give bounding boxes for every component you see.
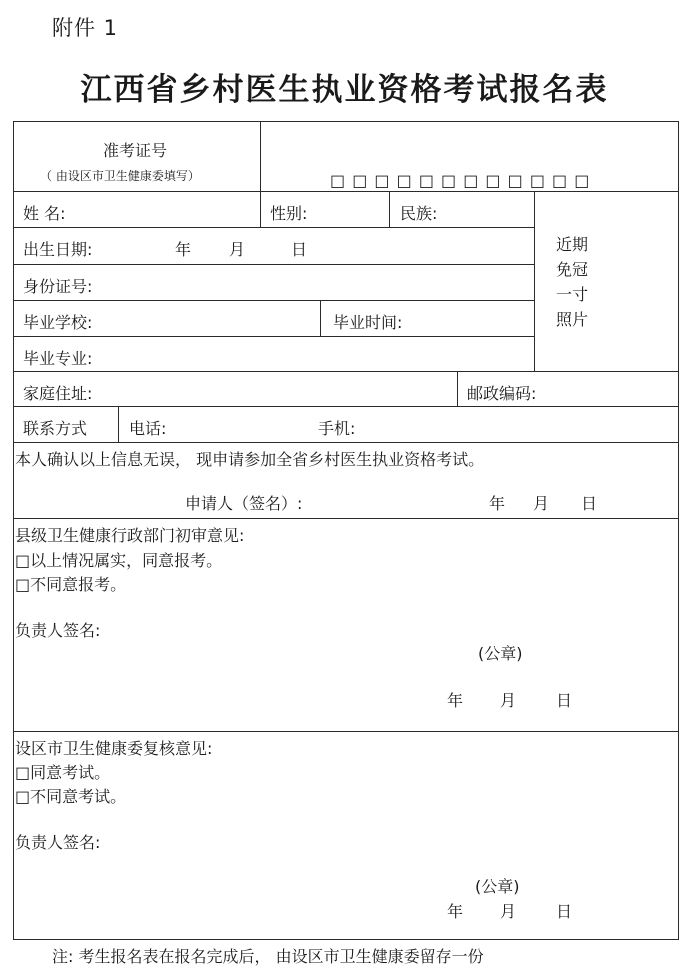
gender-label: 性别: — [270, 204, 308, 223]
divider-exam — [260, 121, 261, 227]
table-border-top — [13, 121, 679, 122]
postcode-label: 邮政编码: — [467, 384, 537, 403]
city-signer-label: 负责人签名: — [15, 833, 101, 852]
divider-contact — [118, 406, 119, 442]
city-seal: (公章) — [475, 877, 520, 896]
county-year: 年 — [447, 691, 464, 710]
divider-postcode — [457, 371, 458, 406]
city-option-reject[interactable]: □不同意考试。 — [15, 787, 127, 806]
rule-row-10 — [13, 731, 679, 732]
city-year: 年 — [447, 902, 464, 921]
table-border-right — [678, 121, 679, 940]
ethnicity-label: 民族: — [400, 204, 438, 223]
rule-row-6 — [13, 371, 679, 372]
table-border-bottom — [13, 939, 679, 940]
county-option-reject[interactable]: □不同意报考。 — [15, 575, 127, 594]
school-label: 毕业学校: — [23, 313, 93, 332]
exam-number-sublabel: （ 由设区市卫生健康委填写） — [40, 169, 200, 183]
grad-time-label: 毕业时间: — [333, 313, 403, 332]
city-review-heading: 设区市卫生健康委复核意见: — [15, 739, 213, 758]
city-day: 日 — [556, 902, 573, 921]
city-month: 月 — [500, 902, 517, 921]
rule-row-2 — [13, 227, 535, 228]
contact-label: 联系方式 — [23, 419, 88, 438]
county-day: 日 — [556, 691, 573, 710]
major-label: 毕业专业: — [23, 349, 93, 368]
county-review-heading: 县级卫生健康行政部门初审意见: — [15, 526, 245, 545]
divider-grad-time — [320, 300, 321, 336]
birth-date-label: 出生日期: — [23, 240, 93, 259]
declaration-month: 月 — [533, 494, 550, 513]
county-month: 月 — [500, 691, 517, 710]
name-label: 姓 名: — [23, 204, 66, 223]
county-signer-label: 负责人签名: — [15, 621, 101, 640]
address-label: 家庭住址: — [23, 384, 93, 403]
exam-number-boxes[interactable]: □ □ □ □ □ □ □ □ □ □ □ □ — [330, 171, 591, 190]
phone-label: 电话: — [129, 419, 167, 438]
id-number-label: 身份证号: — [23, 277, 93, 296]
footnote: 注: 考生报名表在报名完成后， 由设区市卫生健康委留存一份 — [52, 947, 484, 966]
attachment-label: 附件 1 — [52, 16, 119, 40]
county-seal: (公章) — [478, 644, 523, 663]
rule-row-7 — [13, 406, 679, 407]
declaration-year: 年 — [489, 494, 506, 513]
rule-row-3 — [13, 264, 535, 265]
birth-month-label: 月 — [229, 240, 246, 259]
divider-photo — [534, 191, 535, 371]
divider-ethnicity — [389, 191, 390, 227]
county-option-approve[interactable]: □以上情况属实，同意报考。 — [15, 551, 223, 570]
rule-row-8 — [13, 442, 679, 443]
rule-row-5 — [13, 336, 535, 337]
rule-row-4 — [13, 300, 535, 301]
photo-placeholder: 近期 免冠 一寸 照片 — [556, 235, 589, 329]
table-border-left — [13, 121, 14, 940]
birth-year-label: 年 — [175, 240, 192, 259]
exam-number-label: 准考证号 — [103, 141, 168, 160]
birth-day-label: 日 — [291, 240, 308, 259]
applicant-signature-label: 申请人（签名）: — [185, 494, 303, 513]
declaration-text: 本人确认以上信息无误， 现申请参加全省乡村医生执业资格考试。 — [15, 450, 485, 469]
rule-row-1 — [13, 191, 679, 192]
city-option-approve[interactable]: □同意考试。 — [15, 763, 111, 782]
rule-row-9 — [13, 518, 679, 519]
mobile-label: 手机: — [318, 419, 356, 438]
form-title: 江西省乡村医生执业资格考试报名表 — [80, 72, 609, 108]
declaration-day: 日 — [581, 494, 598, 513]
